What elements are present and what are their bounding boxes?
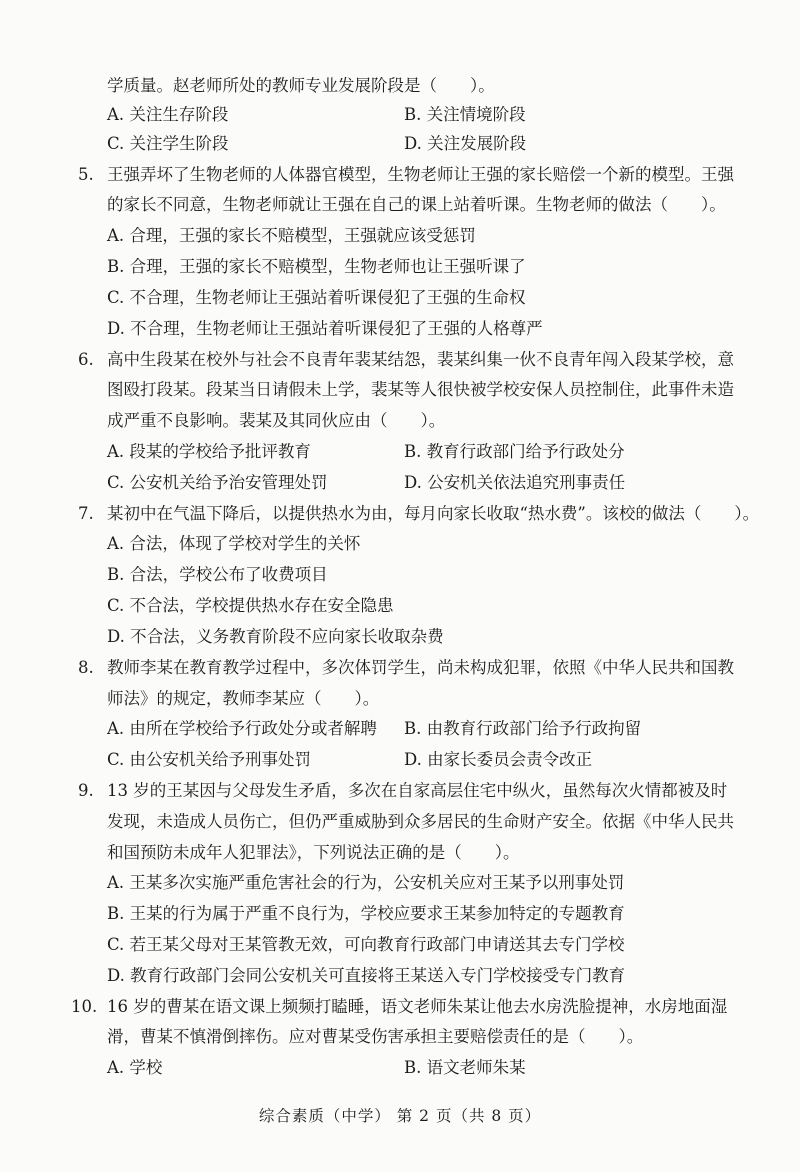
q10-option-b: B. 语文老师朱某 <box>404 1058 526 1077</box>
q6-option-a: A. 段某的学校给予批评教育 <box>107 442 311 461</box>
q4-stem-end: 学质量。赵老师所处的教师专业发展阶段是（ ）。 <box>107 76 495 95</box>
q8-option-a: A. 由所在学校给予行政处分或者解聘 <box>107 719 377 738</box>
q6-option-c: C. 公安机关给予治安管理处罚 <box>107 473 328 492</box>
q4-option-b: B. 关注情境阶段 <box>404 105 526 124</box>
q6-stem-line-1: 高中生段某在校外与社会不良青年裴某结怨，裴某纠集一伙不良青年闯入段某学校，意 <box>107 350 734 369</box>
q9-option-a: A. 王某多次实施严重危害社会的行为，公安机关应对王某予以刑事处罚 <box>107 873 625 892</box>
q5-stem-line-2: 的家长不同意，生物老师就让王强在自己的课上站着听课。生物老师的做法（ ）。 <box>107 195 726 214</box>
q5-number: 5. <box>78 165 94 184</box>
q8-stem-line-1: 教师李某在教育教学过程中，多次体罚学生，尚未构成犯罪，依照《中华人民共和国教 <box>107 658 734 677</box>
q7-option-c: C. 不合法，学校提供热水存在安全隐患 <box>107 596 394 615</box>
q10-option-a: A. 学校 <box>107 1058 163 1077</box>
q4-option-d: D. 关注发展阶段 <box>404 134 527 153</box>
q10-stem-line-1: 16 岁的曹某在语文课上频频打瞌睡，语文老师朱某让他去水房洗脸提神，水房地面湿 <box>107 997 728 1016</box>
q6-option-b: B. 教育行政部门给予行政处分 <box>404 442 625 461</box>
q9-option-c: C. 若王某父母对王某管教无效，可向教育行政部门申请送其去专门学校 <box>107 935 625 954</box>
q7-number: 7. <box>78 504 94 523</box>
q5-stem-line-1: 王强弄坏了生物老师的人体器官模型，生物老师让王强的家长赔偿一个新的模型。王强 <box>107 165 734 184</box>
q9-stem-line-3: 和国预防未成年人犯罪法》，下列说法正确的是（ ）。 <box>107 843 520 862</box>
q8-stem-line-2: 师法》的规定，教师李某应（ ）。 <box>107 689 380 708</box>
q7-stem-line-1: 某初中在气温下降后，以提供热水为由，每月向家长收取“热水费”。该校的做法（ ）。 <box>107 504 760 523</box>
q7-option-b: B. 合法，学校公布了收费项目 <box>107 565 328 584</box>
q9-stem-line-1: 13 岁的王某因与父母发生矛盾，多次在自家高层住宅中纵火，虽然每次火情都被及时 <box>107 781 728 800</box>
q7-option-a: A. 合法，体现了学校对学生的关怀 <box>107 534 361 553</box>
q4-option-a: A. 关注生存阶段 <box>107 105 229 124</box>
q4-option-c: C. 关注学生阶段 <box>107 134 229 153</box>
q9-option-d: D. 教育行政部门会同公安机关可直接将王某送入专门学校接受专门教育 <box>107 966 626 985</box>
q5-option-c: C. 不合理，生物老师让王强站着听课侵犯了王强的生命权 <box>107 288 526 307</box>
q9-stem-line-2: 发现，未造成人员伤亡，但仍严重威胁到众多居民的生命财产安全。依据《中华人民共 <box>107 812 734 831</box>
q7-option-d: D. 不合法，义务教育阶段不应向家长收取杂费 <box>107 627 444 646</box>
q8-option-b: B. 由教育行政部门给予行政拘留 <box>404 719 642 738</box>
q6-option-d: D. 公安机关依法追究刑事责任 <box>404 473 626 492</box>
q5-option-a: A. 合理，王强的家长不赔模型，王强就应该受惩罚 <box>107 226 476 245</box>
q6-stem-line-3: 成严重不良影响。裴某及其同伙应由（ ）。 <box>107 411 446 430</box>
q5-option-b: B. 合理，王强的家长不赔模型，生物老师也让王强听课了 <box>107 257 526 276</box>
q8-option-d: D. 由家长委员会责令改正 <box>404 750 593 769</box>
page-footer: 综合素质（中学） 第 2 页（共 8 页） <box>258 1107 542 1125</box>
q8-option-c: C. 由公安机关给予刑事处罚 <box>107 750 312 769</box>
q9-number: 9. <box>78 781 94 800</box>
q6-stem-line-2: 图殴打段某。段某当日请假未上学，裴某等人很快被学校安保人员控制住，此事件未造 <box>107 380 734 399</box>
q8-number: 8. <box>78 658 94 677</box>
q9-option-b: B. 王某的行为属于严重不良行为，学校应要求王某参加特定的专题教育 <box>107 904 625 923</box>
q10-number: 10. <box>71 997 98 1016</box>
q10-stem-line-2: 滑，曹某不慎滑倒摔伤。应对曹某受伤害承担主要赔偿责任的是（ ）。 <box>107 1027 644 1046</box>
q5-option-d: D. 不合理，生物老师让王强站着听课侵犯了王强的人格尊严 <box>107 319 543 338</box>
q6-number: 6. <box>78 350 94 369</box>
